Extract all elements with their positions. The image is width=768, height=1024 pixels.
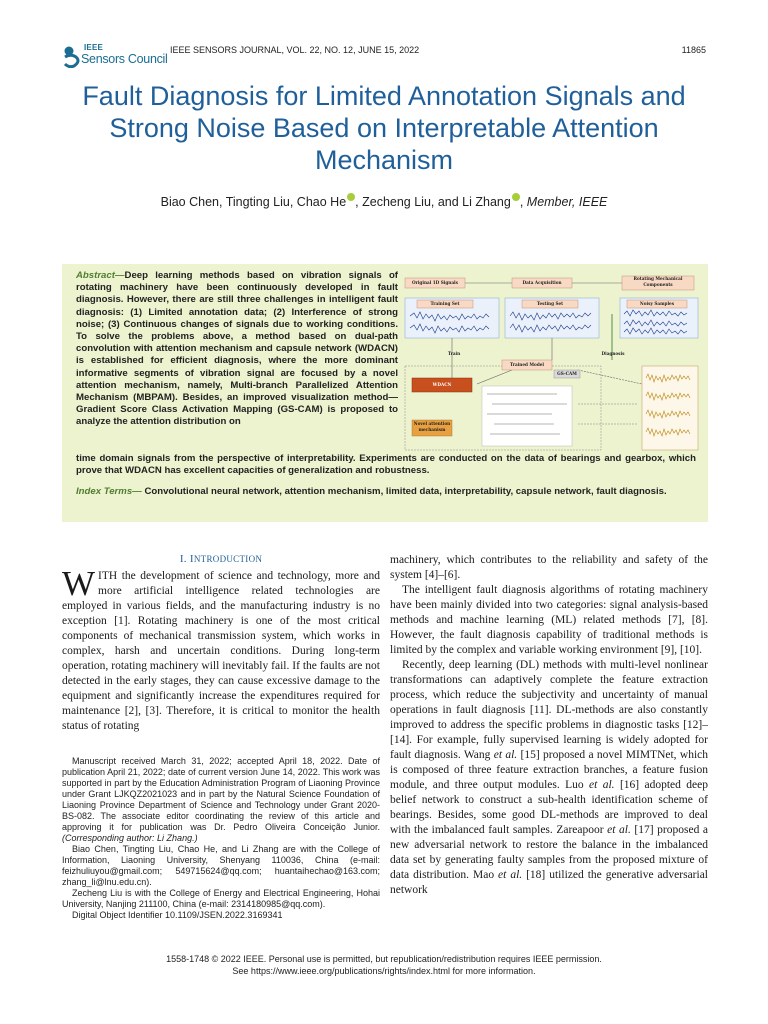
copyright-notice (40, 953, 728, 977)
p2-etal-3: et al. (607, 824, 631, 836)
footnote-doi: Digital Object Identifier 10.1109/JSEN.2022.3169341 (72, 910, 283, 920)
abstract-box (62, 264, 708, 522)
footnote-manuscript (62, 756, 380, 844)
fig-testing-set: Testing Set (536, 301, 564, 306)
intro-paragraph-1-text: ITH the development of science and technology, more and more artificial intelligence related technologies are employed in various fields, and the manufacturing industry is no exception [1]. Rotating machinery is one of the most critical components of mechanical transmission system, which works in complex, harsh and uncertain conditions. During long-term operation, rotating machinery will inevitably fail. If the faults are not detected in the early stages, they can cause excessive damage to the equipment and significantly increase the expenditures required for maintenance [2], [3]. Therefore, it is critical to monitor the health status of rotating (62, 570, 380, 732)
ieee-sensors-council-logo (62, 42, 168, 70)
abstract-body: Deep learning methods based on vibration signals of rotating machinery have been continuously developed in fault diagnosis. However, there are still three challenges in intelligent fault diagnosis: (1) Limited annotation data; (2) Interference of strong noise; (3) Continuous changes of signals due to working conditions. To solve the problems above, a method based on dual-path convolution with attention mechanism and capsule network (WDACN) is established for efficient diagnosis, where the more dominant informative segments of vibration signal are focused by a novel attention mechanism, namely, Multi-branch Parallelized Attention Mechanism (MBPAM). Besides, an improved visualization method—Gradient Score Class Activation Mapping (GS-CAM) is proposed to analyze the attention distribution on (76, 270, 398, 428)
footnote-affiliation-1: Biao Chen, Tingting Liu, Chao He, and Li Zhang are with the College of Information, Liaoning University, Shenyang 110036, China (e-mail: feizhuliuyou@gmail.com; 549715624@qq.com; huantaihechao@163.com; zhang_li@lnu.edu.cn). (62, 844, 380, 887)
journal-header: IEEE SENSORS JOURNAL, VOL. 22, NO. 12, JUNE 15, 2022 (170, 45, 420, 55)
author-list (40, 193, 728, 209)
p2-etal-2: et al. (589, 779, 615, 791)
sensors-council-logo-icon (62, 44, 82, 68)
index-terms-text: Convolutional neural network, attention mechanism, limited data, interpretability, capsule network, fault diagnosis. (144, 486, 667, 497)
copyright-line-2[interactable]: See https://www.ieee.org/publications/rights/index.html for more information. (232, 966, 536, 976)
right-paragraph-0: machinery, which contributes to the reliability and safety of the system [4]–[6]. (390, 554, 708, 581)
p2-text-e: [16] adopted deep belief network to construct a sub-health identification scheme of bearings. Besides, some good DL-methods are improved to deal with the imbalanced fault samples. Zareapoor (390, 779, 708, 836)
footnote-affiliation-2: Zecheng Liu is with the College of Energy and Electrical Engineering, Hohai University, Nanjing 211100, China (e-mail: 2314180985@qq.com). (62, 888, 380, 909)
fig-training-set: Training Set (430, 301, 460, 306)
abstract-dash: — (114, 270, 125, 281)
index-terms (76, 486, 696, 498)
p2-text-c: [15] proposed a novel MIMTNet, which is composed of three feature extraction branches, a feature fusion module, and three output modules. Luo (390, 749, 708, 791)
abstract-continuation: time domain signals from the perspective of interpretability. Experiments are conducted on the data of bearings and gearbox, which prove that WDACN has excellent capacities of generalization and robustness. (76, 453, 696, 477)
fig-gs-cam: GS-CAM (557, 371, 577, 376)
fig-novel-attention: Novel attention mechanism (413, 421, 451, 432)
orcid-icon[interactable] (347, 193, 355, 201)
abstract-label: Abstract (76, 270, 115, 281)
section-heading-introduction (62, 553, 380, 565)
copyright-line-1: 1558-1748 © 2022 IEEE. Personal use is permitted, but republication/redistribution requires IEEE permission. (166, 954, 602, 964)
index-terms-label: Index Terms (76, 486, 133, 497)
fig-trained-model: Trained Model (509, 362, 545, 367)
page-number: 11865 (681, 45, 706, 55)
fig-wdacn: WDACN (432, 382, 452, 387)
footnote (62, 756, 380, 921)
index-terms-dash: — (132, 486, 142, 497)
fig-data-acquisition: Data Acquisition (522, 280, 562, 285)
paper-title: Fault Diagnosis for Limited Annotation Signals and Strong Noise Based on Interpretable Attention Mechanism (82, 81, 686, 175)
logo-council-text: Sensors Council (81, 52, 168, 66)
orcid-icon[interactable] (512, 193, 520, 201)
right-paragraph-1: The intelligent fault diagnosis algorithms of rotating machinery have been mainly divided into two categories: signal analysis-based methods and machine learning (ML) related methods [7], [8]. However, the fault diagnosis capability of traditional methods is limited by the complex and variable working environment [9], [10]. (390, 584, 708, 656)
intro-paragraph-1 (62, 564, 380, 734)
author-membership: Member, IEEE (526, 195, 608, 210)
section-title-initial: I (189, 553, 194, 565)
p2-etal-4: et al. (498, 869, 523, 881)
fig-original-signals: Original 1D Signals (411, 280, 459, 285)
drop-cap: W (62, 564, 96, 603)
fig-train-label: Train (447, 351, 461, 356)
fig-rotating-components: Rotating Mechanical Components (633, 276, 683, 287)
footnote-manuscript-text: Manuscript received March 31, 2022; accepted April 18, 2022. Date of publication April 21, 2022; date of current version June 14, 2022. This work was supported in part by the Education Administration Program of Liaoning Province under Grant LJKQZ2021023 and in part by the Natural Science Foundation of Liaoning Province Department of Science and Technology under Grant 2020-BS-082. The associate editor coordinating the review of this article and approving it for publication was Dr. Pedro Oliveira Conceição Junior. (62, 756, 380, 832)
fig-noisy-samples: Noisy Samples (639, 301, 675, 306)
authors-part-1: Biao Chen, Tingting Liu, Chao He (160, 195, 347, 210)
authors-part-3: , (519, 195, 527, 210)
logo-ieee-text: IEEE (84, 43, 104, 52)
fig-diagnosis-label: Diagnosis (601, 351, 625, 356)
footnote-corresponding-author: (Corresponding author: Li Zhang.) (62, 833, 198, 843)
section-number: I. (179, 553, 187, 565)
graphical-abstract-figure (402, 274, 700, 452)
authors-part-2: , Zecheng Liu, and Li Zhang (355, 195, 511, 210)
p2-etal-1: et al. (493, 749, 518, 761)
section-title-rest: NTRODUCTION (193, 554, 263, 564)
p2-text-i: [18] utilized the generative adversarial network (390, 869, 709, 896)
p2-text-a: Recently, deep learning (DL) methods with multi-level nonlinear transformations can adaptively complete the feature extraction process, which reduce the subjectivity and uncertainty of manual operations in fault diagnosis [11]. DL-methods are also constantly improved to address the specific problems in diagnostic tasks [12]–[14]. For example, fully supervised learning is widely adopted for fault diagnosis. Wang (390, 659, 708, 761)
p2-text-g: [17] proposed a new adversarial network to restore the balance in the imbalanced data set by generating faulty samples from the proposed mixture of data distribution. Mao (390, 824, 708, 881)
right-column (390, 553, 708, 898)
right-paragraph-2 (390, 658, 708, 898)
abstract-text (76, 270, 398, 429)
